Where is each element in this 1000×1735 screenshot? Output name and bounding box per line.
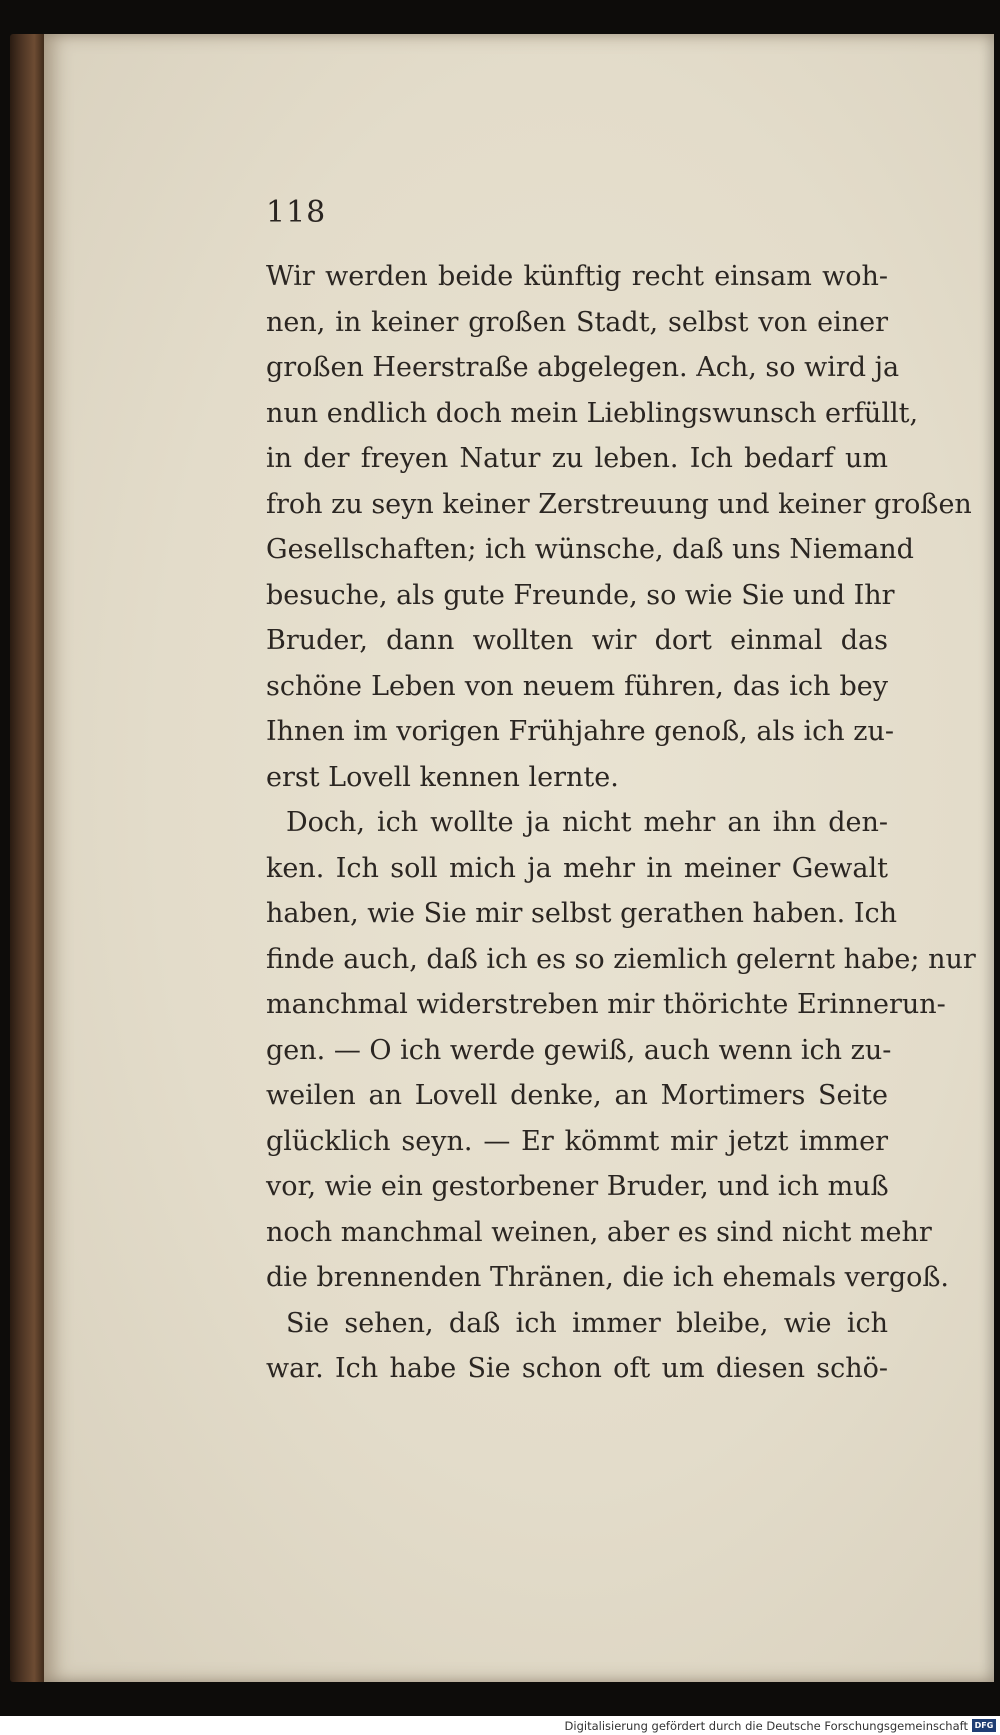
text-line: gen. — O ich werde gewiß, auch wenn ich zu- bbox=[266, 1034, 892, 1066]
text-line: Wir werden beide künftig recht einsam woh- bbox=[266, 261, 888, 292]
text-line: finde auch, daß ich es so ziemlich gelernt habe; nur bbox=[266, 943, 976, 975]
text-line: besuche, als gute Freunde, so wie Sie und Ihr bbox=[266, 579, 895, 611]
text-line: froh zu seyn keiner Zerstreuung und keiner großen bbox=[266, 488, 972, 520]
text-line: manchmal widerstreben mir thörichte Erinnerun- bbox=[266, 989, 946, 1020]
text-line: Bruder, dann wollten wir dort einmal das bbox=[266, 625, 888, 656]
text-line: nen, in keiner großen Stadt, selbst von einer bbox=[266, 306, 888, 338]
text-line: war. Ich habe Sie schon oft um diesen schö- bbox=[266, 1353, 888, 1384]
page-text bbox=[266, 254, 976, 1392]
text-line: Ihnen im vorigen Frühjahre genoß, als ich zu- bbox=[266, 716, 894, 747]
dfg-logo: DFG bbox=[972, 1719, 996, 1732]
text-line: nun endlich doch mein Lieblingswunsch erfüllt, bbox=[266, 397, 919, 429]
text-line: in der freyen Natur zu leben. Ich bedarf um bbox=[266, 443, 888, 474]
text-line: haben, wie Sie mir selbst gerathen haben. Ich bbox=[266, 898, 898, 929]
text-line: die brennenden Thränen, die ich ehemals vergoß. bbox=[266, 1262, 949, 1293]
text-line: vor, wie ein gestorbener Bruder, und ich muß bbox=[266, 1171, 889, 1202]
text-line: Sie sehen, daß ich immer bleibe, wie ich bbox=[286, 1307, 888, 1339]
text-line: weilen an Lovell denke, an Mortimers Seite bbox=[266, 1080, 888, 1111]
text-line: noch manchmal weinen, aber es sind nicht mehr bbox=[266, 1216, 932, 1248]
text-line: Doch, ich wollte ja nicht mehr an ihn den- bbox=[286, 807, 888, 838]
text-line: glücklich seyn. — Er kömmt mir jetzt immer bbox=[266, 1125, 888, 1157]
text-line: schöne Leben von neuem führen, das ich bey bbox=[266, 670, 888, 702]
text-line: ken. Ich soll mich ja mehr in meiner Gewalt bbox=[266, 852, 888, 884]
text-line: großen Heerstraße abgelegen. Ach, so wird ja bbox=[266, 352, 900, 383]
funding-credit: Digitalisierung gefördert durch die Deutsche Forschungsgemeinschaft bbox=[564, 1719, 968, 1733]
text-line: erst Lovell kennen lernte. bbox=[266, 761, 619, 793]
page-number: 118 bbox=[266, 195, 327, 230]
text-line: Gesellschaften; ich wünsche, daß uns Niemand bbox=[266, 534, 914, 565]
